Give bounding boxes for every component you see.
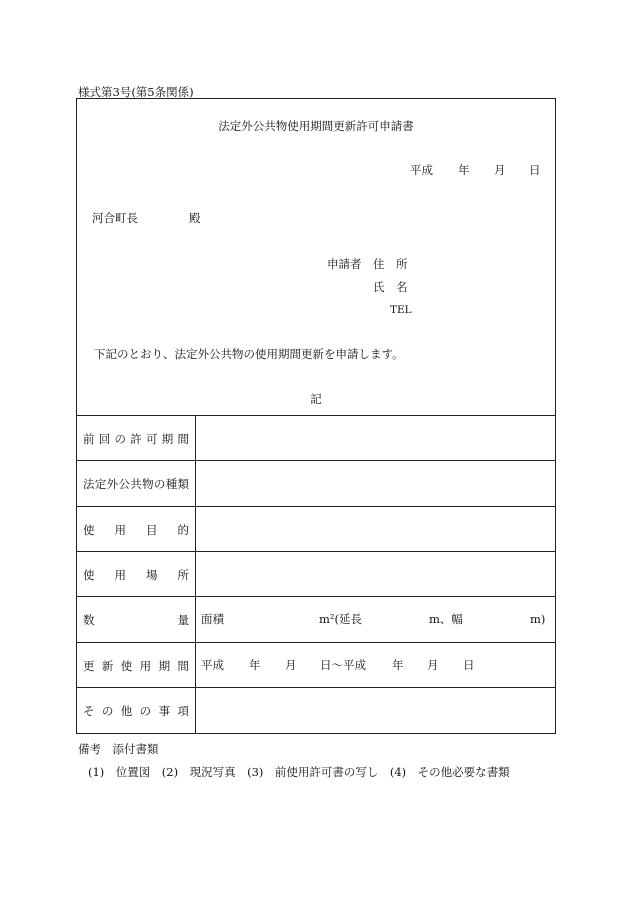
- label-char: 許: [130, 432, 142, 446]
- table-rule: [77, 687, 555, 688]
- table-rule: [77, 415, 555, 416]
- statement: 下記のとおり、法定外公共物の使用期間更新を申請します。: [94, 347, 404, 361]
- label-char: 項: [177, 704, 189, 718]
- label-char: 回: [98, 432, 111, 446]
- label-char: 定: [94, 477, 107, 491]
- date-era: 平成: [410, 163, 433, 177]
- form-title: 法定外公共物使用期間更新許可申請書: [218, 119, 414, 133]
- table-column-divider: [195, 415, 196, 733]
- label-char: 公: [118, 477, 130, 491]
- row-label-renewal-period: [83, 658, 189, 672]
- label-char: の: [101, 704, 114, 718]
- remarks-heading: 備考 添付書類: [78, 742, 159, 756]
- label-char: 新: [101, 659, 114, 673]
- label-char: 目: [146, 523, 158, 537]
- quantity-close-unit: m): [530, 612, 546, 626]
- label-char: 期: [158, 659, 171, 673]
- label-char: 量: [177, 613, 189, 627]
- label-char: 用: [114, 523, 126, 537]
- label-char: そ: [83, 704, 95, 718]
- label-char: 間: [177, 659, 189, 673]
- attachments-list: (1) 位置図 (2) 現況写真 (3) 前使用許可書の写し (4) その他必要な書類: [88, 765, 510, 779]
- row-label-quantity: [83, 612, 189, 626]
- row-label-previous-period: [83, 431, 189, 445]
- label-char: 場: [146, 568, 158, 582]
- date-month: 月: [494, 163, 506, 177]
- ki-marker: 記: [310, 392, 322, 406]
- renewal-month-2: 月: [427, 658, 439, 672]
- date-year: 年: [458, 163, 470, 177]
- row-label-location: [83, 567, 189, 581]
- label-char: 使: [83, 568, 95, 582]
- table-rule: [77, 551, 555, 552]
- row-label-other-matters: [83, 703, 189, 717]
- renewal-era-1: 平成: [201, 658, 224, 672]
- quantity-sqm-unit: m²(延長: [319, 612, 363, 626]
- table-rule: [77, 460, 555, 461]
- label-char: 所: [177, 568, 189, 582]
- applicant-tel-label: TEL: [390, 304, 412, 316]
- label-char: 外: [106, 477, 119, 491]
- application-form: [76, 98, 556, 734]
- label-char: 事: [158, 704, 171, 718]
- label-char: 物: [142, 477, 154, 491]
- label-char: 法: [83, 477, 95, 491]
- label-char: 的: [177, 523, 189, 537]
- addressee-name: 河合町長: [92, 211, 138, 225]
- label-char: 更: [83, 659, 95, 673]
- label-char: 用: [139, 659, 152, 673]
- renewal-day-2: 日: [463, 658, 475, 672]
- row-label-facility-type: [83, 476, 189, 490]
- label-char: 種: [165, 477, 178, 491]
- table-rule: [77, 596, 555, 597]
- form-number: 様式第3号(第5条関係): [78, 85, 194, 99]
- renewal-year-2: 年: [392, 658, 404, 672]
- label-char: 類: [177, 477, 189, 491]
- label-char: 数: [83, 613, 95, 627]
- label-char: 期: [161, 432, 174, 446]
- renewal-year-1: 年: [249, 658, 261, 672]
- row-label-purpose: [83, 522, 189, 536]
- label-char: の: [114, 432, 126, 446]
- label-char: 共: [130, 477, 142, 491]
- label-char: 使: [83, 523, 95, 537]
- quantity-width-unit: m、幅: [429, 612, 463, 626]
- applicant-name-label: 氏 名: [373, 280, 408, 294]
- applicant-address-label: 住 所: [373, 257, 408, 271]
- label-char: 用: [114, 568, 126, 582]
- table-rule: [77, 506, 555, 507]
- label-char: 可: [146, 432, 158, 446]
- renewal-month-1: 月: [285, 658, 297, 672]
- label-char: の: [139, 704, 152, 718]
- addressee-honorific: 殿: [189, 211, 201, 225]
- label-char: 前: [83, 432, 95, 446]
- label-char: の: [153, 477, 166, 491]
- label-char: 使: [120, 659, 133, 673]
- date-day: 日: [529, 163, 541, 177]
- renewal-day-tilde: 日〜平成: [320, 658, 366, 672]
- table-rule: [77, 642, 555, 643]
- label-char: 間: [177, 432, 189, 446]
- quantity-area-label: 面積: [201, 612, 224, 626]
- label-char: 他: [120, 704, 133, 718]
- applicant-role: 申請者: [327, 257, 362, 271]
